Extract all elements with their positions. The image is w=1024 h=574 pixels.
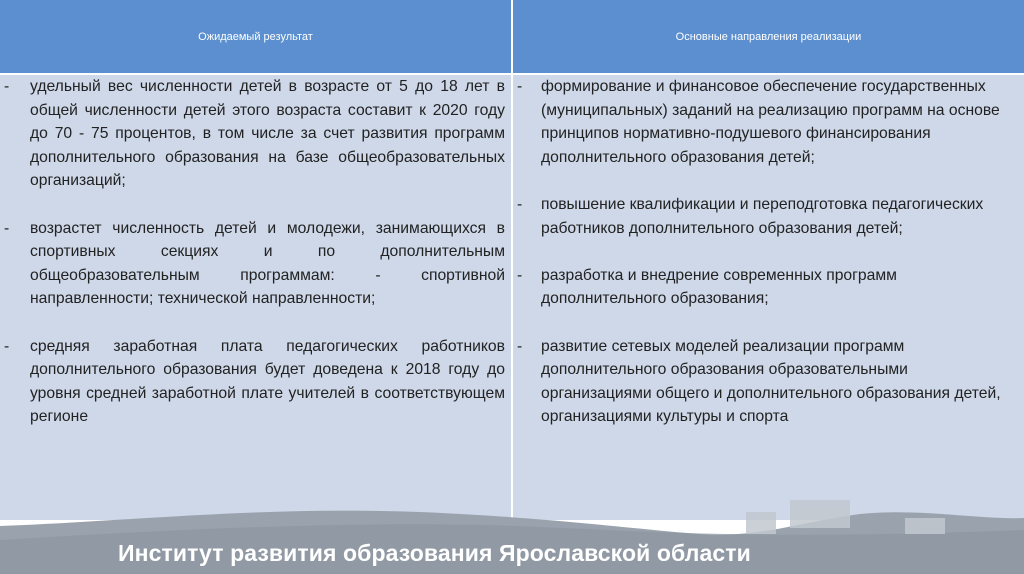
dash-bullet: - — [4, 219, 10, 237]
column-divider — [511, 0, 513, 520]
dash-bullet: - — [517, 266, 523, 284]
list-item-text: формирование и финансовое обеспечение государственных (муниципальных) заданий на реализацию программ на основе принципов нормативно-подушевого финансирования дополнительного образования детей; — [541, 78, 1000, 166]
list-item — [513, 335, 1018, 429]
header-implementation-directions: Основные направления реализации — [513, 0, 1024, 73]
list-item-text: развитие сетевых моделей реализации программ дополнительного образования образовательными организациями общего и дополнительного образования детей, организациями культуры и спорта — [541, 337, 1001, 426]
expected-results-column — [0, 73, 511, 520]
list-item-text: возрастет численность детей и молодежи, занимающихся в спортивных секциях и по дополнительным общеобразовательным программам: - спортивной направленности; технической направленности; — [30, 219, 505, 308]
list-item — [0, 75, 505, 193]
dash-bullet: - — [517, 337, 523, 355]
list-item — [513, 193, 1018, 240]
list-item-text: повышение квалификации и переподготовка педагогических работников дополнительного образования детей; — [541, 195, 984, 237]
implementation-directions-column — [513, 73, 1024, 520]
dash-bullet: - — [517, 195, 523, 213]
list-item — [0, 217, 505, 311]
dash-bullet: - — [4, 337, 10, 355]
list-item — [0, 335, 505, 429]
list-item-text: удельный вес численности детей в возрасте от 5 до 18 лет в общей численности детей этого возраста составит к 2020 году до 70 - 75 процентов, в том числе за счет развития программ дополнительного образования на базе общеобразовательных организаций; — [30, 78, 505, 190]
dash-bullet: - — [517, 78, 523, 95]
list-item-text: средняя заработная плата педагогических работников дополнительного образования будет доведена к 2018 году до уровня средней заработной плате учителей в соответствующем регионе — [30, 337, 505, 426]
list-item — [513, 75, 1018, 169]
list-item — [513, 264, 1018, 311]
header-expected-result: Ожидаемый результат — [0, 0, 511, 73]
header-divider — [0, 73, 1024, 75]
footer-institute-title: Институт развития образования Ярославской области — [118, 540, 751, 566]
dash-bullet: - — [4, 78, 10, 95]
list-item-text: разработка и внедрение современных программ дополнительного образования; — [541, 266, 897, 308]
